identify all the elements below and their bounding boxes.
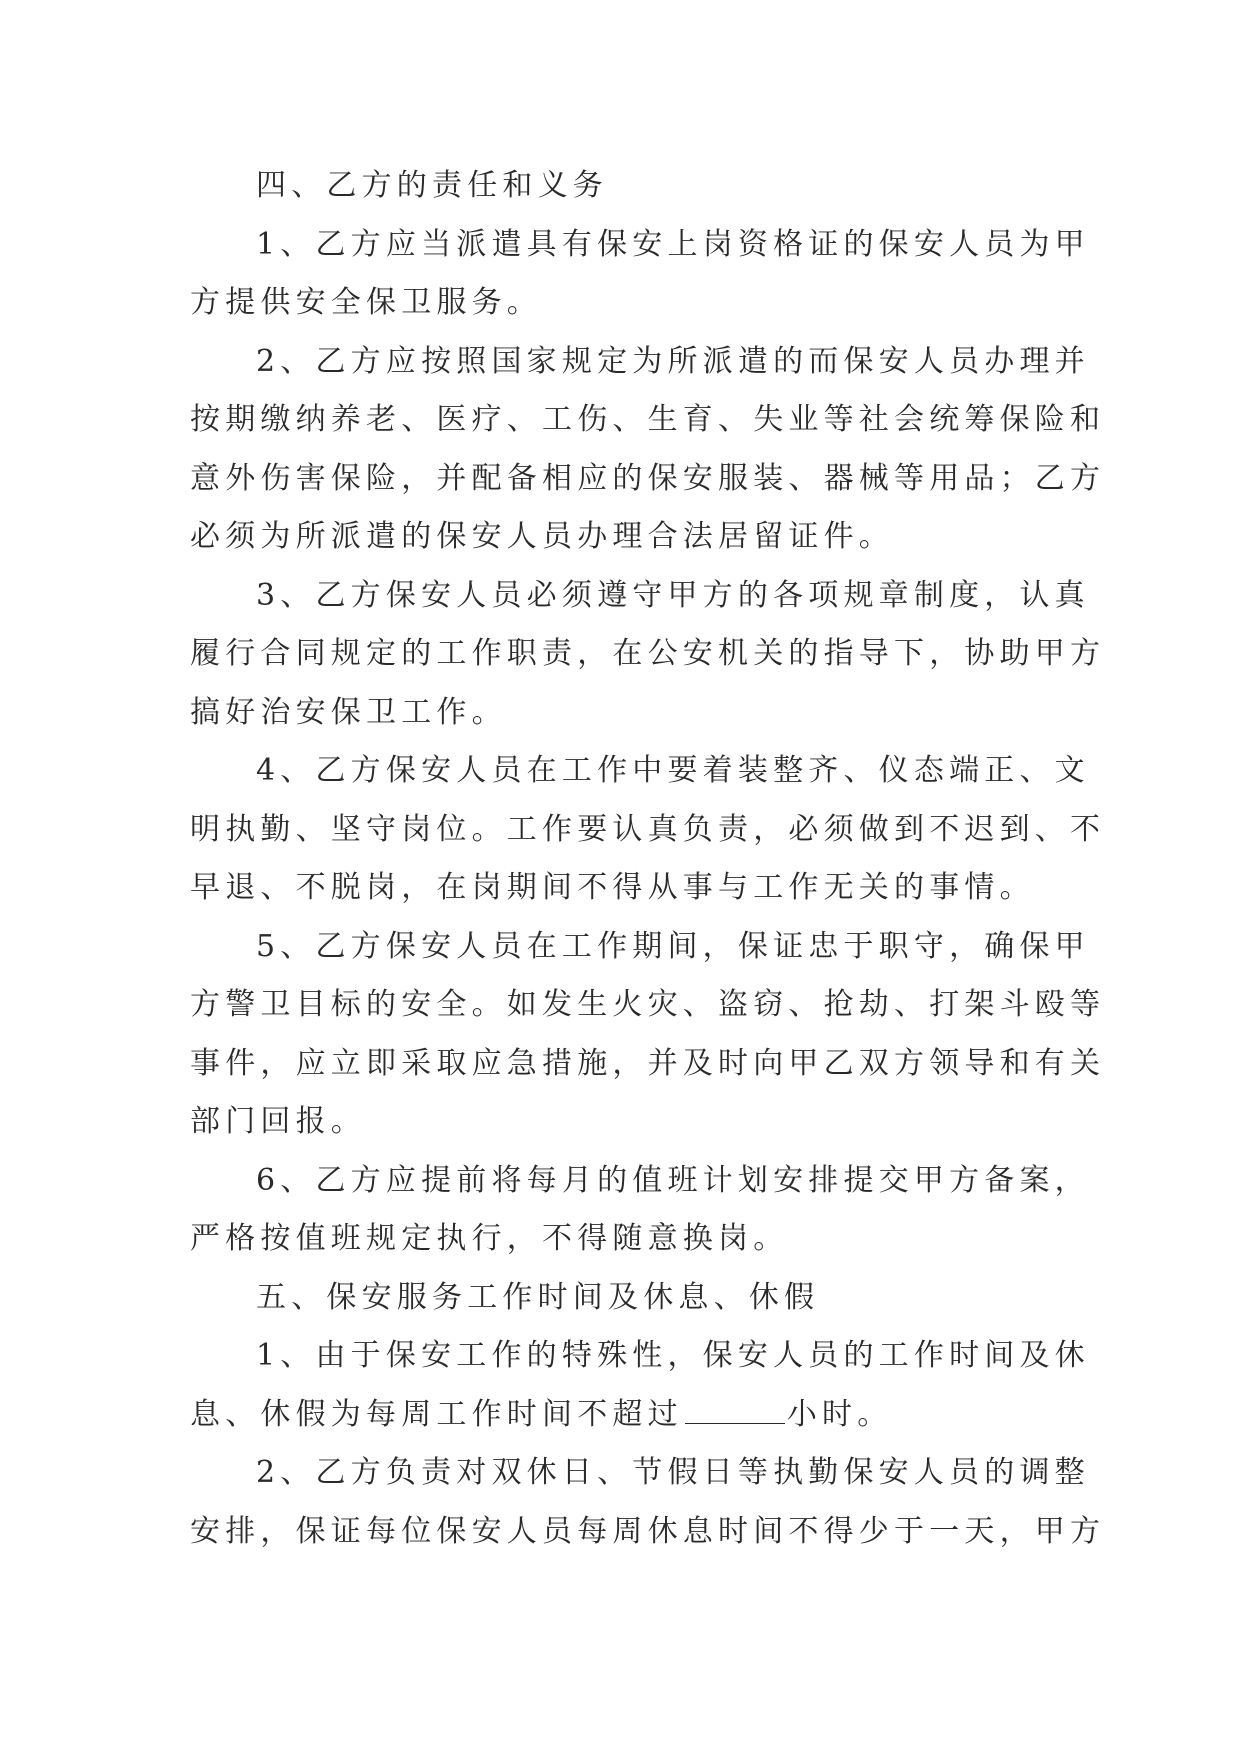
- text-line: 按期缴纳养老、医疗、工伤、生育、失业等社会统筹保险和: [190, 402, 1106, 437]
- document-body: [190, 157, 1106, 1561]
- text-line: 明执勤、坚守岗位。工作要认真负责，必须做到不迟到、不: [190, 811, 1106, 847]
- text-line: 2、乙方应按照国家规定为所派遣的而保安人员办理并: [256, 343, 1090, 379]
- text-before-blank: 息、休假为每周工作时间不超过: [190, 1396, 683, 1432]
- text-line: 1、乙方应当派遣具有保安上岗资格证的保安人员为甲: [256, 226, 1090, 262]
- text-line: 1、由于保安工作的特殊性，保安人员的工作时间及休: [256, 1338, 1090, 1373]
- text-after-blank: 小时。: [786, 1396, 893, 1432]
- section-heading-5: 五、保安服务工作时间及休息、休假: [256, 1279, 820, 1315]
- text-line: 方警卫目标的安全。如发生火灾、盗窃、抢劫、打架斗殴等: [190, 987, 1106, 1022]
- section-heading-4: 四、乙方的责任和义务: [256, 168, 608, 203]
- text-line: 必须为所派遣的保安人员办理合法居留证件。: [190, 519, 894, 554]
- text-line: 安排，保证每位保安人员每周休息时间不得少于一天，甲方: [190, 1513, 1106, 1549]
- text-line-with-blank: [190, 1386, 1050, 1445]
- fill-in-blank[interactable]: [685, 1421, 785, 1424]
- text-line: 3、乙方保安人员必须遵守甲方的各项规章制度，认真: [256, 577, 1090, 613]
- text-line: 2、乙方负责对双休日、节假日等执勤保安人员的调整: [256, 1455, 1090, 1490]
- text-line: 部门回报。: [190, 1104, 366, 1139]
- text-line: 方提供安全保卫服务。: [190, 285, 542, 320]
- text-line: 6、乙方应提前将每月的值班计划安排提交甲方备案，: [256, 1162, 1090, 1198]
- text-line: 搞好治安保卫工作。: [190, 694, 507, 730]
- text-line: 事件，应立即采取应急措施，并及时向甲乙双方领导和有关: [190, 1045, 1106, 1081]
- text-line: 意外伤害保险，并配备相应的保安服装、器械等用品；乙方: [190, 460, 1106, 496]
- text-line: 履行合同规定的工作职责，在公安机关的指导下，协助甲方: [190, 636, 1106, 671]
- text-line: 5、乙方保安人员在工作期间，保证忠于职守，确保甲: [256, 928, 1090, 964]
- text-line: 4、乙方保安人员在工作中要着装整齐、仪态端正、文: [256, 753, 1090, 788]
- text-line: 早退、不脱岗，在岗期间不得从事与工作无关的事情。: [190, 870, 1035, 905]
- text-line: 严格按值班规定执行，不得随意换岗。: [190, 1221, 789, 1256]
